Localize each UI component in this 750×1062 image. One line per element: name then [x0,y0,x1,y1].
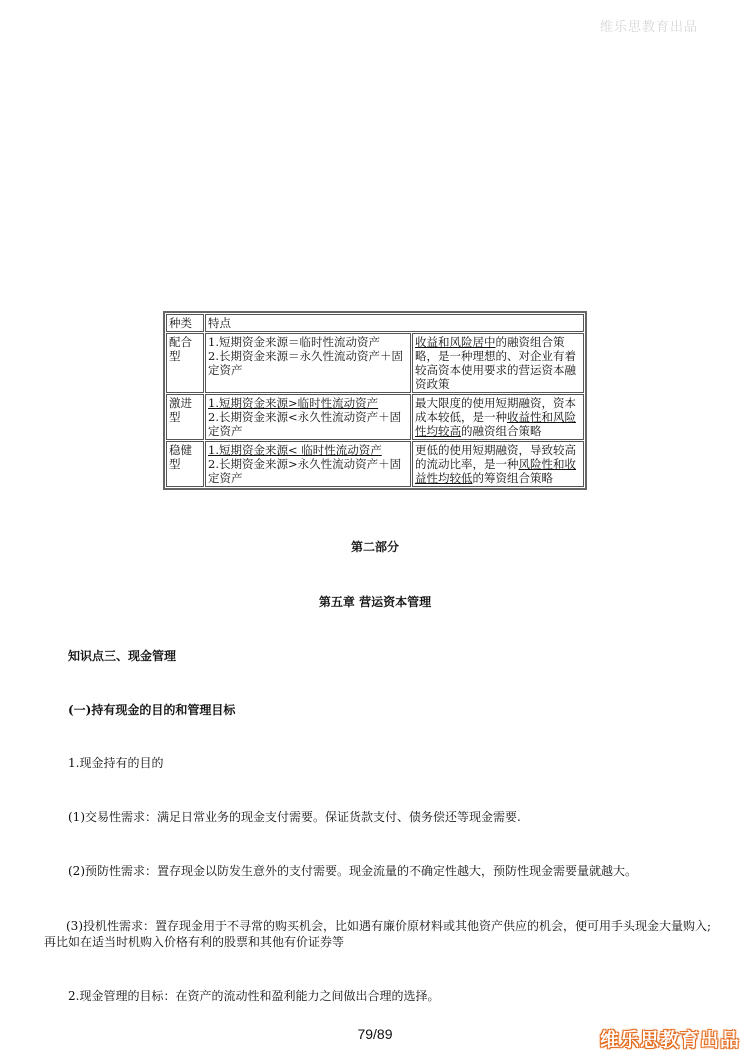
header-features: 特点 [205,314,584,332]
row-kind: 配合型 [166,333,204,393]
feature-line: 2.长期资金来源<永久性流动资产＋固定资产 [208,410,402,438]
row-features [205,441,411,487]
subsection-title: (一)持有现金的目的和管理目标 [68,703,236,717]
desc-underlined: 风险性和收益性均较低 [415,457,576,485]
feature-line: 1.短期资金来源＝临时性流动资产 [208,335,380,349]
desc-tail: 的筹资组合策略 [472,471,553,485]
desc-underlined: 收益和风险居中 [415,335,496,349]
paragraph-cash-purpose: 1.现金持有的目的 [68,756,164,770]
page-number: 79/89 [357,1026,393,1042]
desc-text: 的融资组合策略，是一种理想的、对企业有着较高资本使用要求的营运资本融资政策 [415,335,576,391]
watermark-top: 维乐思教育出品 [599,20,698,35]
section-title: 知识点三、现金管理 [68,649,177,663]
paragraph-precautionary-demand: (2)预防性需求：置存现金以防发生意外的支付需要。现金流量的不确定性越大，预防性现金需要量就越大。 [68,864,638,878]
row-kind: 激进型 [166,394,204,440]
row-features [205,394,411,440]
feature-line: 2.长期资金来源＝永久性流动资产＋固定资产 [208,349,403,377]
desc-text: 更低的使用短期融资，导致较高的流动比率，是一种 [415,443,576,471]
financing-strategy-table [163,311,587,490]
row-kind: 稳健型 [166,441,204,487]
table-header-row [166,314,584,332]
row-features [205,333,411,393]
desc-underlined: 收益性和风险性均较高 [415,410,576,438]
table-row [166,333,584,393]
row-description [412,441,584,487]
paragraph-transaction-demand: (1)交易性需求：满足日常业务的现金支付需要。保证货款支付、债务偿还等现金需要. [68,810,521,824]
chapter-title: 第五章 营运资本管理 [318,595,432,609]
part-title: 第二部分 [350,540,399,554]
row-description [412,333,584,393]
desc-tail: 的融资组合策略 [461,424,542,438]
header-kind: 种类 [166,314,204,332]
row-description [412,394,584,440]
feature-line: 2.长期资金来源>永久性流动资产＋固定资产 [208,457,402,485]
feature-line: 1.短期资金来源< 临时性流动资产 [208,443,382,457]
watermark-logo: 维乐思教育出品 [599,1029,740,1051]
desc-text: 最大限度的使用短期融资，资本成本较低，是一种 [415,396,576,424]
table-row [166,394,584,440]
feature-line: 1.短期资金来源>临时性流动资产 [208,396,379,410]
paragraph-speculative-demand: (3)投机性需求：置存现金用于不寻常的购买机会，比如遇有廉价原材料或其他资产供应的机会，便可用手头现金大量购入;再比如在适当时机购入价格有利的股票和其他有价证券等 [44,919,712,949]
paragraph-cash-management-goal: 2.现金管理的目标：在资产的流动性和盈利能力之间做出合理的选择。 [68,989,440,1003]
table-row [166,441,584,487]
